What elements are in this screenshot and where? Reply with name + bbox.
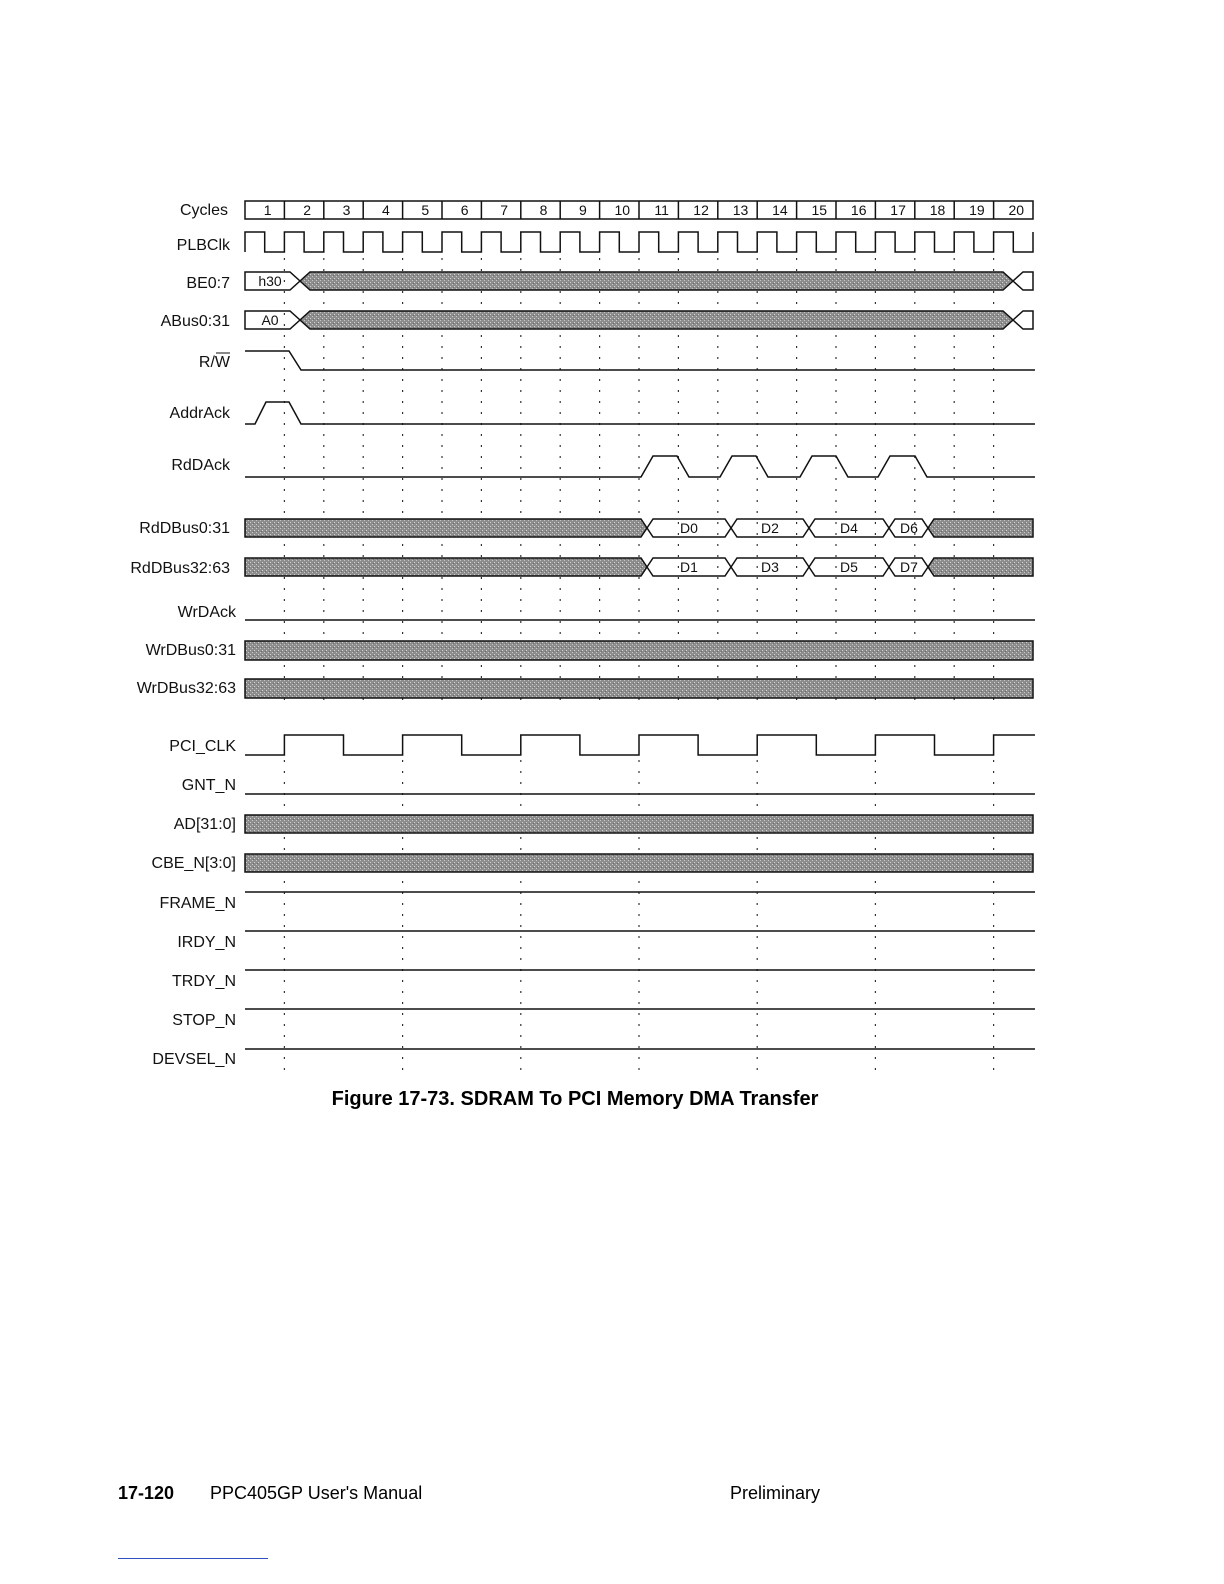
waveform-plbclk bbox=[245, 232, 1033, 252]
cycle-number: 9 bbox=[579, 202, 587, 218]
signal-label-gnt: GNT_N bbox=[181, 777, 236, 794]
cycle-number: 12 bbox=[693, 202, 709, 218]
bus-value-d2: D2 bbox=[761, 520, 779, 536]
signal-label-pciclk: PCI_CLK bbox=[169, 738, 236, 755]
cycle-number: 5 bbox=[421, 202, 430, 218]
cycle-number: 11 bbox=[654, 202, 669, 218]
page-number: 17-120 bbox=[118, 1483, 175, 1503]
cycle-number: 3 bbox=[342, 202, 351, 218]
signal-label-wrdbus32: WrDBus32:63 bbox=[136, 680, 236, 697]
bus-value-abus: A0 bbox=[261, 312, 279, 328]
signal-label-rw: R/W bbox=[198, 354, 230, 371]
bus-value-be: h30 bbox=[258, 273, 282, 289]
manual-title: PPC405GP User's Manual bbox=[210, 1483, 423, 1503]
cycle-number: 7 bbox=[500, 202, 508, 218]
cycle-number: 10 bbox=[614, 202, 631, 218]
signal-label-cbe: CBE_N[3:0] bbox=[151, 855, 236, 872]
footer-rule bbox=[118, 1558, 268, 1559]
signal-label-be: BE0:7 bbox=[186, 275, 230, 292]
bus-value-d3: D3 bbox=[761, 559, 779, 575]
waveform-cbe bbox=[245, 854, 1033, 872]
signal-label-abus: ABus0:31 bbox=[160, 313, 230, 330]
cycle-number: 13 bbox=[732, 202, 749, 218]
signal-label-devsel: DEVSEL_N bbox=[152, 1051, 236, 1068]
figure-caption: Figure 17-73. SDRAM To PCI Memory DMA Transfer bbox=[331, 1088, 819, 1110]
signal-label-frame: FRAME_N bbox=[159, 895, 236, 912]
signal-labels bbox=[130, 237, 237, 1068]
waveform-be bbox=[245, 272, 1033, 290]
signal-label-plbclk: PLBClk bbox=[176, 237, 230, 254]
signal-label-rddbus0: RdDBus0:31 bbox=[139, 520, 230, 537]
cycle-number: 20 bbox=[1008, 202, 1025, 218]
signal-label-cycles: Cycles bbox=[179, 202, 228, 219]
bus-value-d6: D6 bbox=[900, 520, 918, 536]
cycle-number: 19 bbox=[969, 202, 985, 218]
waveform-pciclk bbox=[245, 735, 1035, 755]
cycle-guides bbox=[284, 258, 993, 1070]
waveform-rddack bbox=[245, 456, 1035, 477]
cycle-number: 6 bbox=[460, 202, 469, 218]
cycle-number: 2 bbox=[303, 202, 311, 218]
signal-label-rddack: RdDAck bbox=[171, 457, 230, 474]
cycle-number: 17 bbox=[890, 202, 906, 218]
cycles-row bbox=[180, 201, 1033, 219]
cycle-number: 1 bbox=[263, 202, 272, 218]
bus-value-d4: D4 bbox=[840, 520, 858, 536]
cycle-number: 16 bbox=[850, 202, 867, 218]
bus-value-d1: D1 bbox=[680, 559, 698, 575]
cycle-number: 18 bbox=[929, 202, 946, 218]
bus-value-d5: D5 bbox=[840, 559, 858, 575]
waveform-rw bbox=[245, 351, 1035, 370]
signal-label-addrack: AddrAck bbox=[169, 405, 230, 422]
signal-label-irdy: IRDY_N bbox=[177, 934, 236, 951]
waveform-wrdbus0 bbox=[245, 641, 1033, 660]
cycle-number: 14 bbox=[772, 202, 788, 218]
waveform-ad bbox=[245, 815, 1033, 833]
document-status: Preliminary bbox=[730, 1483, 821, 1503]
cycle-number: 15 bbox=[811, 202, 828, 218]
signal-label-ad: AD[31:0] bbox=[173, 816, 236, 833]
cycle-number: 8 bbox=[539, 202, 548, 218]
signal-label-wrdbus0: WrDBus0:31 bbox=[145, 642, 236, 659]
cycle-number: 4 bbox=[382, 202, 390, 218]
bus-value-d7: D7 bbox=[900, 559, 918, 575]
waveform-wrdbus32 bbox=[245, 679, 1033, 698]
bus-value-d0: D0 bbox=[680, 520, 698, 536]
signal-label-trdy: TRDY_N bbox=[171, 973, 236, 990]
signal-label-wrdack: WrDAck bbox=[177, 604, 236, 621]
signal-label-stop: STOP_N bbox=[172, 1012, 236, 1029]
signal-label-rddbus32: RdDBus32:63 bbox=[130, 560, 230, 577]
waveform-abus bbox=[245, 311, 1033, 329]
